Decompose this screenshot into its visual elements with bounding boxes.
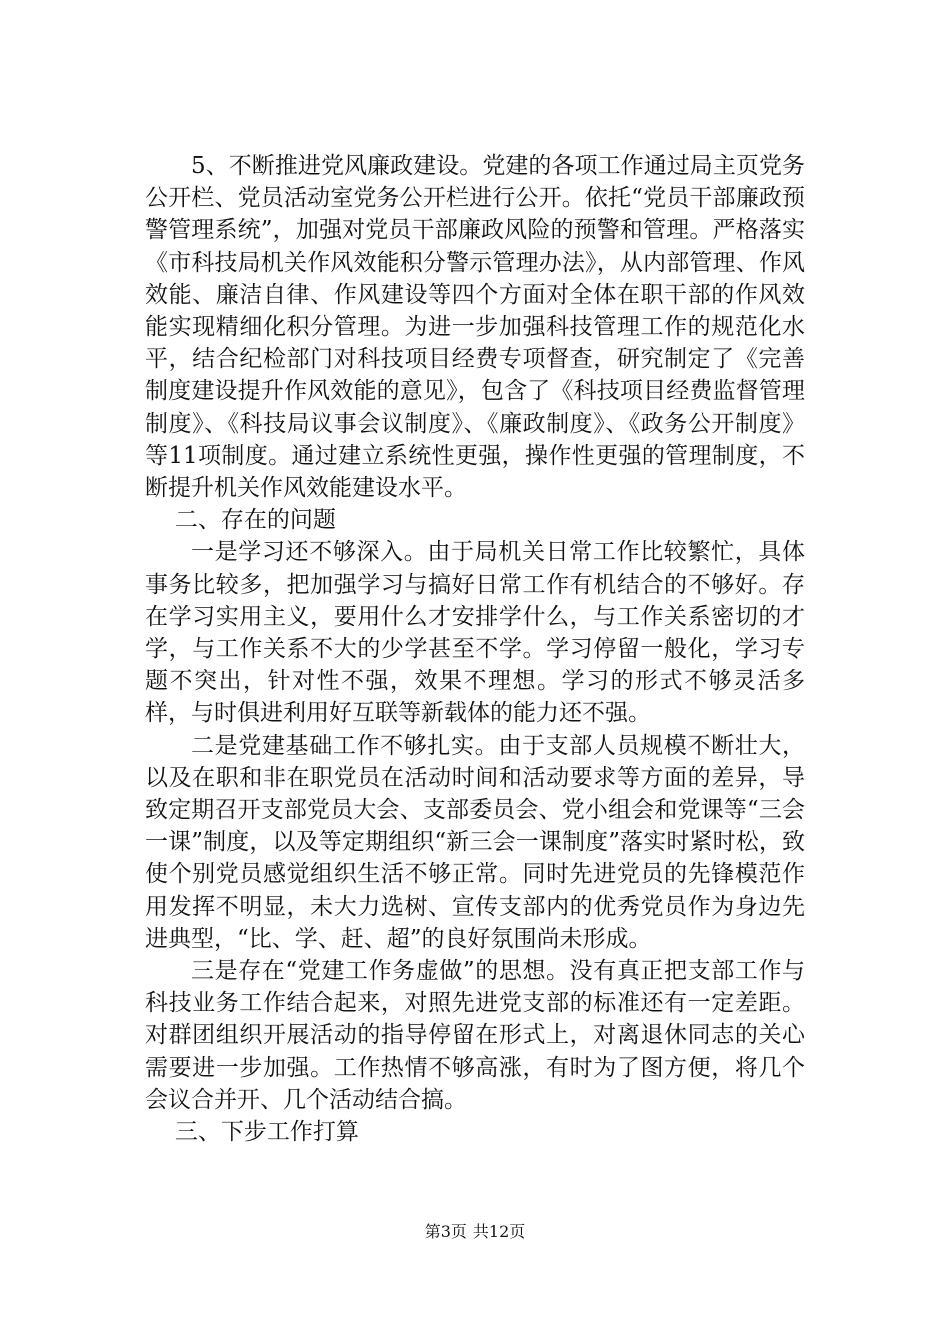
paragraph-party-conduct: 5、不断推进党风廉政建设。党建的各项工作通过局主页党务公开栏、党员活动室党务公开栏进行公开。依托“党员干部廉政预警管理系统”，加强对党员干部廉政风险的预警和管理。严格落实《市科技局机关作风效能积分警示管理办法》，从内部管理、作风效能、廉洁自律、作风建设等四个方面对全体在职干部的作风效能实现精细化积分管理。为进一步加强科技管理工作的规范化水平，结合纪检部门对科技项目经费专项督查，研究制定了《完善制度建设提升作风效能的意见》，包含了《科技项目经费监督管理制度》、《科技局议事会议制度》、《廉政制度》、《政务公开制度》等11项制度。通过建立系统性更强，操作性更强的管理制度，不断提升机关作风效能建设水平。 [145,153,805,502]
document-body [145,150,805,1148]
paragraph-study-issue: 一是学习还不够深入。由于局机关日常工作比较繁忙，具体事务比较多，把加强学习与搞好日常工作有机结合的不够好。存在学习实用主义，要用什么才安排学什么，与工作关系密切的才学，与工作关系不大的少学甚至不学。学习停留一般化，学习专题不突出，针对性不强，效果不理想。学习的形式不够灵活多样，与时俱进利用好互联等新载体的能力还不强。 [145,539,805,727]
page-footer [0,1222,950,1242]
paragraph-foundation-issue: 二是党建基础工作不够扎实。由于支部人员规模不断壮大，以及在职和非在职党员在活动时间和活动要求等方面的差异，导致定期召开支部党员大会、支部委员会、党小组会和党课等“三会一课”制度，以及等定期组织“新三会一课制度”落实时紧时松，致使个别党员感觉组织生活不够正常。同时先进党员的先锋模范作用发挥不明显，未大力选树、宣传支部内的优秀党员作为身边先进典型，“比、学、赶、超”的良好氛围尚未形成。 [145,732,805,952]
paragraph-mindset-issue: 三是存在“党建工作务虚做”的思想。没有真正把支部工作与科技业务工作结合起来，对照先进党支部的标准还有一定差距。对群团组织开展活动的指导停留在形式上，对离退休同志的关心需要进一步加强。工作热情不够高涨，有时为了图方便，将几个会议合并开、几个活动结合搞。 [145,958,805,1113]
section-heading-next-steps: 三、下步工作打算 [174,1119,359,1146]
page-number: 第3页 [424,1222,467,1241]
section-heading-problems: 二、存在的问题 [174,507,336,534]
page-total: 共12页 [472,1222,526,1241]
